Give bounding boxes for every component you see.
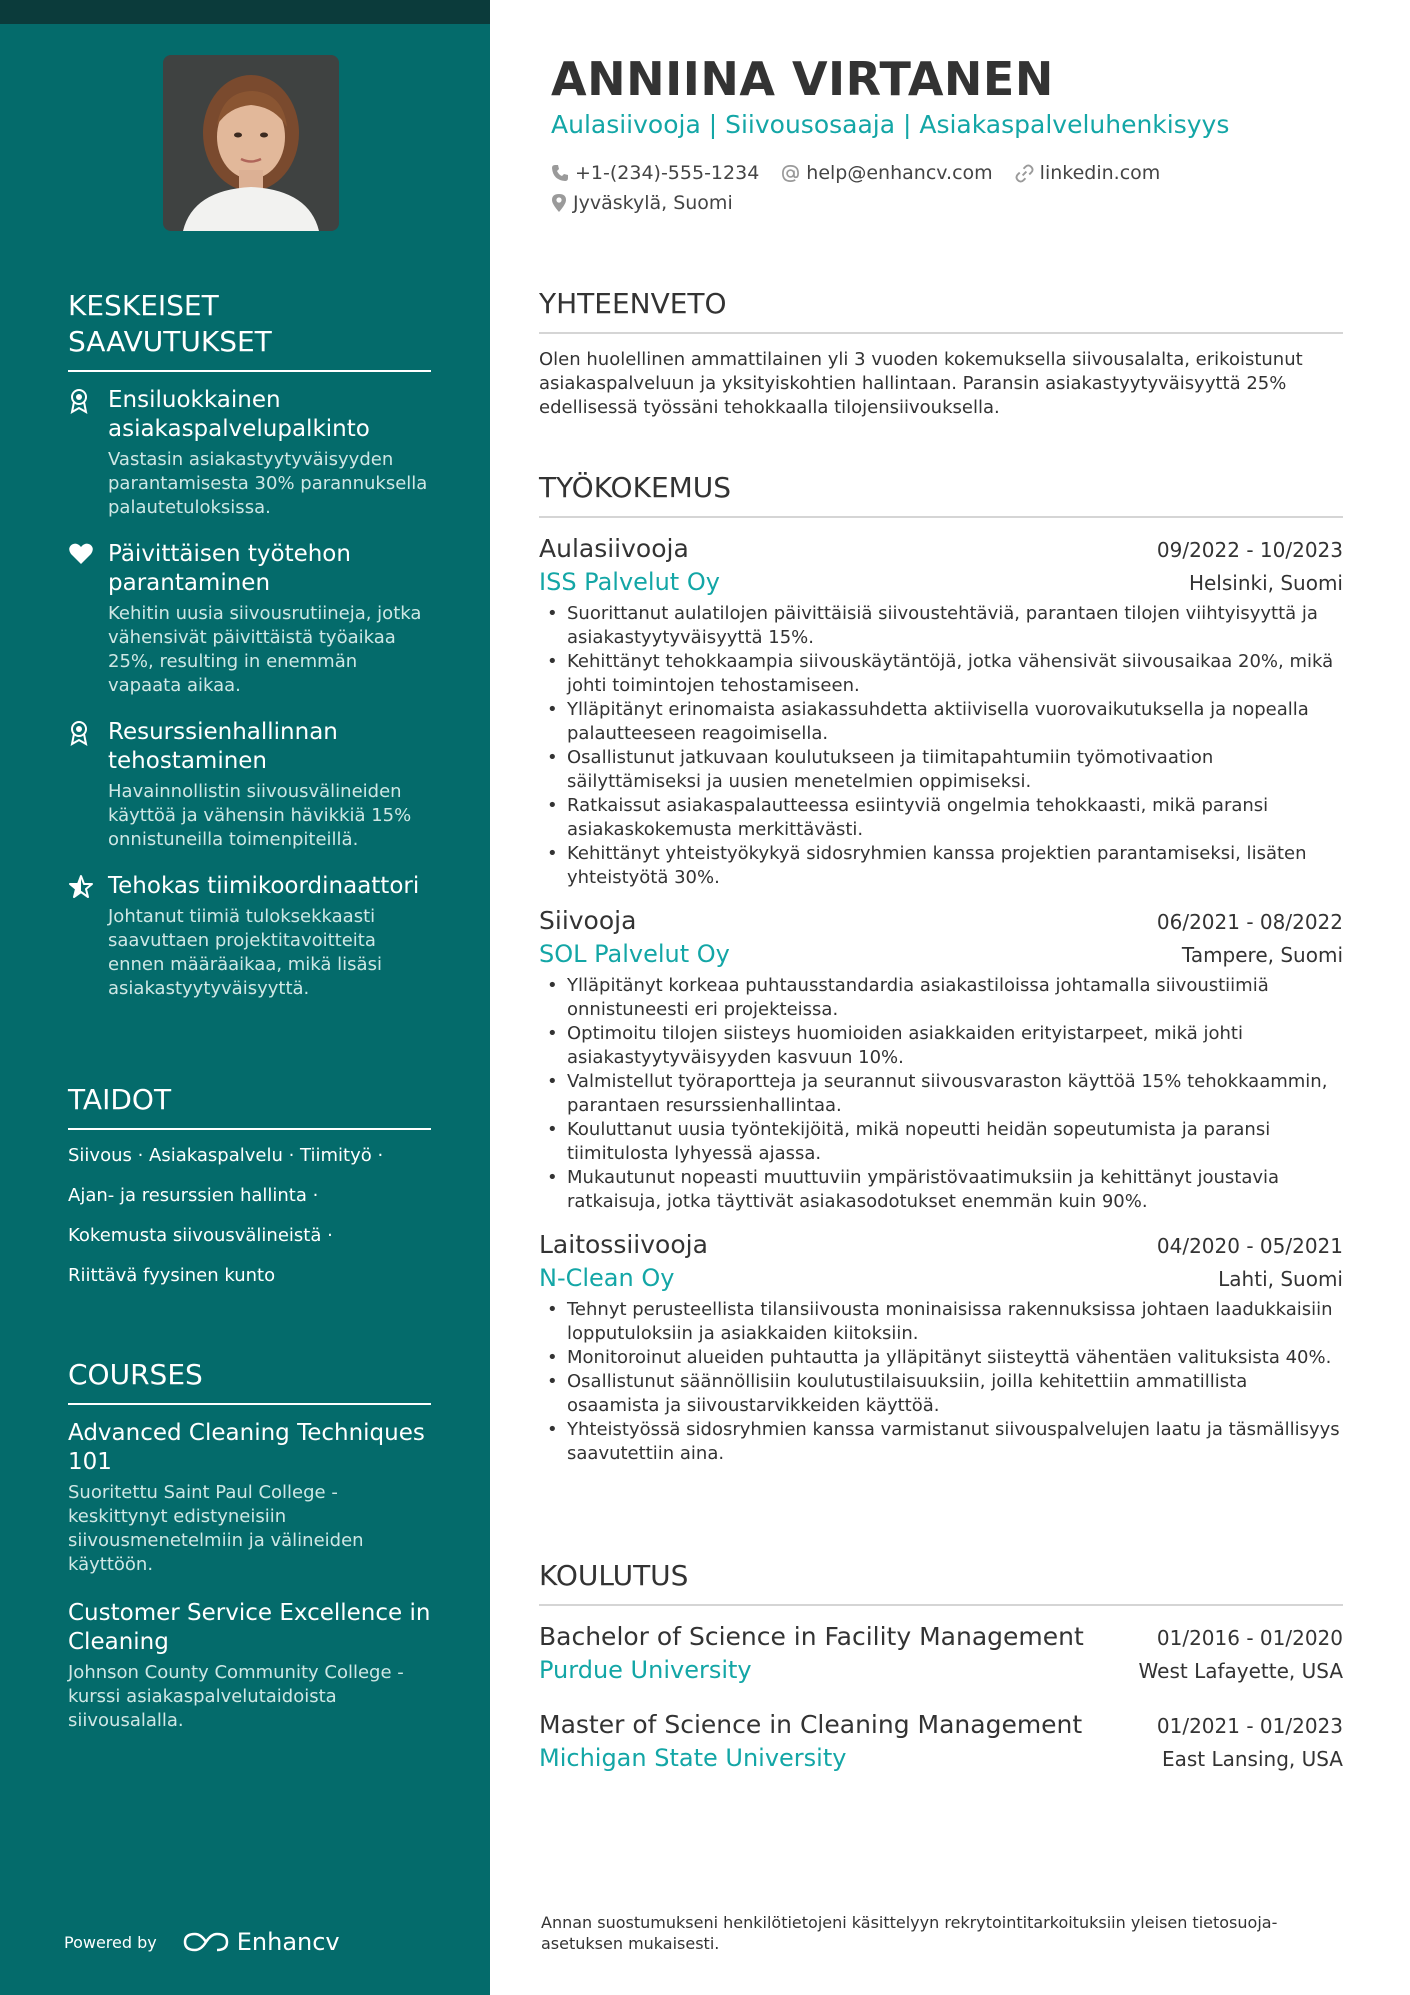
- enhancv-logo-icon: [183, 1930, 229, 1954]
- job-bullets: [539, 1298, 1343, 1466]
- courses-section: [68, 1357, 431, 1755]
- education-dates: 01/2021 - 01/2023: [1156, 1714, 1343, 1738]
- school-location: East Lansing, USA: [1161, 1747, 1343, 1771]
- skill-line: Siivous · Asiakaspalvelu · Tiimityö ·: [68, 1145, 384, 1166]
- contact-location: [551, 192, 733, 214]
- skills-heading: TAIDOT: [68, 1082, 431, 1130]
- heart-icon: [68, 542, 94, 568]
- education-entry: [539, 1708, 1343, 1774]
- job-dates: 06/2021 - 08/2022: [1156, 910, 1343, 934]
- bullet-item: • Ylläpitänyt erinomaista asiakassuhdetta aktiivisella vuorovaikutuksella ja nopealla palautteeseen reagoimisella.: [539, 698, 1343, 746]
- bullet-item: • Suorittanut aulatilojen päivittäisiä siivoustehtäviä, parantaen tilojen viihtyisyyttä ja asiakastyytyväisyyttä 15%.: [539, 602, 1343, 650]
- summary-heading: YHTEENVETO: [539, 286, 1343, 334]
- education-heading: KOULUTUS: [539, 1558, 1343, 1606]
- degree-title: Master of Science in Cleaning Management: [539, 1710, 1083, 1739]
- job-location: Tampere, Suomi: [1181, 943, 1343, 967]
- bullet-item: • Yhteistyössä sidosryhmien kanssa varmistanut siivouspalvelujen laatu ja täsmällisyys saavutettiin aina.: [539, 1418, 1343, 1466]
- achievement-desc: Kehitin uusia siivousrutiineja, jotka vähensivät päivittäistä työaikaa 25%, resulting in enemmän vapaata aikaa.: [108, 603, 422, 696]
- contact-info: [551, 160, 1182, 220]
- enhancv-brand-name: Enhancv: [236, 1928, 340, 1956]
- company-name: ISS Palvelut Oy: [539, 568, 720, 596]
- company-name: N-Clean Oy: [539, 1264, 675, 1292]
- linkedin-text: linkedin.com: [1039, 162, 1161, 184]
- education-dates: 01/2016 - 01/2020: [1156, 1626, 1343, 1650]
- candidate-name: ANNIINA VIRTANEN: [551, 52, 1054, 106]
- school-location: West Lafayette, USA: [1138, 1659, 1343, 1683]
- tagline: Aulasiivooja | Siivousosaaja | Asiakaspalveluhenkisyys: [551, 110, 1230, 139]
- course-title: Advanced Cleaning Techniques 101: [68, 1420, 425, 1475]
- contact-phone[interactable]: [551, 162, 759, 184]
- job-dates: 09/2022 - 10/2023: [1156, 538, 1343, 562]
- course-desc: Johnson County Community College - kurssi asiakaspalvelutaidoista siivousalalla.: [68, 1662, 404, 1731]
- job-bullets: [539, 974, 1343, 1214]
- achievement-item: [68, 386, 431, 520]
- award-icon: [68, 388, 94, 414]
- course-item: [68, 1419, 431, 1577]
- location-text: Jyväskylä, Suomi: [573, 192, 733, 214]
- course-item: [68, 1599, 431, 1733]
- powered-by: [64, 1928, 340, 1956]
- contact-email[interactable]: [781, 162, 992, 184]
- company-name: SOL Palvelut Oy: [539, 940, 730, 968]
- summary-text: Olen huolellinen ammattilainen yli 3 vuoden kokemuksella siivousalalta, erikoistunut asiakaspalveluun ja yksityiskohtien hallintaan. Paransin asiakastyytyväisyyttä 25% edellisessä työssäni tehokkaalla tilojensiivouksella.: [539, 349, 1303, 418]
- achievement-title: Ensiluokkainen asiakaspalvelupalkinto: [108, 387, 370, 442]
- job-dates: 04/2020 - 05/2021: [1156, 1234, 1343, 1258]
- skill-line: Kokemusta siivousvälineistä ·: [68, 1225, 333, 1246]
- link-icon: [1015, 164, 1034, 183]
- bullet-item: • Osallistunut jatkuvaan koulutukseen ja tiimitapahtumiin työmotivaation säilyttämiseksi ja uusien menetelmien oppimiseksi.: [539, 746, 1343, 794]
- achievements-heading: KESKEISET SAAVUTUKSET: [68, 288, 431, 372]
- enhancv-brand[interactable]: [183, 1928, 340, 1956]
- powered-label: Powered by: [64, 1932, 157, 1952]
- courses-heading: COURSES: [68, 1357, 431, 1405]
- bullet-item: • Kehittänyt tehokkaampia siivouskäytäntöjä, jotka vähensivät siivousaikaa 20%, mikä johti toimintojen tehostamiseen.: [539, 650, 1343, 698]
- star-icon: [68, 874, 94, 900]
- education-section: [539, 1558, 1343, 1796]
- award-icon: [68, 720, 94, 746]
- job-bullets: [539, 602, 1343, 890]
- job-location: Helsinki, Suomi: [1188, 571, 1343, 595]
- bullet-item: • Ylläpitänyt korkeaa puhtausstandardia asiakastiloissa johtamalla siivoustiimiä onnistuneesti eri projekteissa.: [539, 974, 1343, 1022]
- achievement-desc: Vastasin asiakastyytyväisyyden parantamisesta 30% parannuksella palautetuloksissa.: [108, 449, 428, 518]
- achievement-desc: Havainnollistin siivousvälineiden käyttöä ja vähensin hävikkiä 15% onnistuneilla toimenpiteillä.: [108, 781, 412, 850]
- bullet-item: • Kehittänyt yhteistyökykyä sidosryhmien kanssa projektien parantamiseksi, lisäten yhteistyötä 30%.: [539, 842, 1343, 890]
- bullet-item: • Mukautunut nopeasti muuttuviin ympäristövaatimuksiin ja kehittänyt joustavia ratkaisuja, jotka täyttivät asiakasodotukset enemmän kuin 90%.: [539, 1166, 1343, 1214]
- bullet-item: • Osallistunut säännöllisiin koulutustilaisuuksiin, joilla kehitettiin ammatillista osaamista ja siivoustarvikkeiden käyttöä.: [539, 1370, 1343, 1418]
- email-text: help@enhancv.com: [806, 162, 993, 184]
- bullet-item: • Tehnyt perusteellista tilansiivousta moninaisissa rakennuksissa johtaen laadukkaisiin lopputuloksiin ja asiakkaiden kiitoksiin.: [539, 1298, 1343, 1346]
- bullet-item: • Optimoitu tilojen siisteys huomioiden asiakkaiden erityistarpeet, mikä johti asiakastyytyväisyyden kasvuun 10%.: [539, 1022, 1343, 1070]
- job-title: Laitossiivooja: [539, 1230, 708, 1259]
- achievement-item: [68, 872, 431, 1001]
- contact-linkedin[interactable]: [1015, 162, 1161, 184]
- school-name: Michigan State University: [539, 1744, 847, 1772]
- achievement-title: Päivittäisen työtehon parantaminen: [108, 541, 351, 596]
- job-entry: [539, 904, 1343, 1214]
- job-entry: [539, 1228, 1343, 1466]
- achievement-title: Tehokas tiimikoordinaattori: [108, 873, 420, 899]
- achievement-desc: Johtanut tiimiä tuloksekkaasti saavuttaen projektitavoitteita ennen määräaikaa, mikä lisäsi asiakastyytyväisyyttä.: [108, 906, 382, 999]
- summary-section: [539, 286, 1343, 420]
- education-entry: [539, 1620, 1343, 1686]
- job-location: Lahti, Suomi: [1218, 1267, 1343, 1291]
- job-entry: [539, 532, 1343, 890]
- bullet-item: • Monitoroinut alueiden puhtautta ja ylläpitänyt siisteyttä vähentäen valituksista 40%.: [539, 1346, 1343, 1370]
- achievement-title: Resurssienhallinnan tehostaminen: [108, 719, 338, 774]
- bullet-item: • Ratkaissut asiakaspalautteessa esiintyviä ongelmia tehokkaasti, mikä paransi asiakaskokemusta merkittävästi.: [539, 794, 1343, 842]
- course-desc: Suoritettu Saint Paul College - keskittynyt edistyneisiin siivousmenetelmiin ja välineiden käyttöön.: [68, 1482, 364, 1575]
- job-title: Siivooja: [539, 906, 637, 935]
- job-title: Aulasiivooja: [539, 534, 689, 563]
- bullet-item: • Valmistellut työraportteja ja seurannut siivousvaraston käyttöä 15% tehokkaammin, parantaen resurssienhallintaa.: [539, 1070, 1343, 1118]
- skills-section: [68, 1082, 431, 1304]
- skill-line: Riittävä fyysinen kunto: [68, 1265, 276, 1286]
- bullet-item: • Kouluttanut uusia työntekijöitä, mikä nopeutti heidän sopeutumista ja paransi tiimitulosta lyhyessä ajassa.: [539, 1118, 1343, 1166]
- location-pin-icon: [551, 193, 567, 213]
- sidebar: [0, 0, 490, 1995]
- achievements-section: [68, 288, 431, 1021]
- experience-section: [539, 470, 1343, 1480]
- degree-title: Bachelor of Science in Facility Management: [539, 1622, 1084, 1651]
- at-icon: [781, 164, 800, 183]
- achievement-item: [68, 718, 431, 852]
- phone-icon: [551, 164, 569, 182]
- sidebar-top-band: [0, 0, 490, 24]
- skill-line: Ajan- ja resurssien hallinta ·: [68, 1185, 319, 1206]
- experience-heading: TYÖKOKEMUS: [539, 470, 1343, 518]
- phone-text: +1-(234)-555-1234: [575, 162, 760, 184]
- achievement-item: [68, 540, 431, 698]
- school-name: Purdue University: [539, 1656, 752, 1684]
- gdpr-consent-note: Annan suostumukseni henkilötietojeni käsittelyyn rekrytointitarkoituksiin yleisen tietosuoja-asetuksen mukaisesti.: [541, 1913, 1278, 1953]
- course-title: Customer Service Excellence in Cleaning: [68, 1600, 431, 1655]
- profile-photo: [163, 55, 339, 231]
